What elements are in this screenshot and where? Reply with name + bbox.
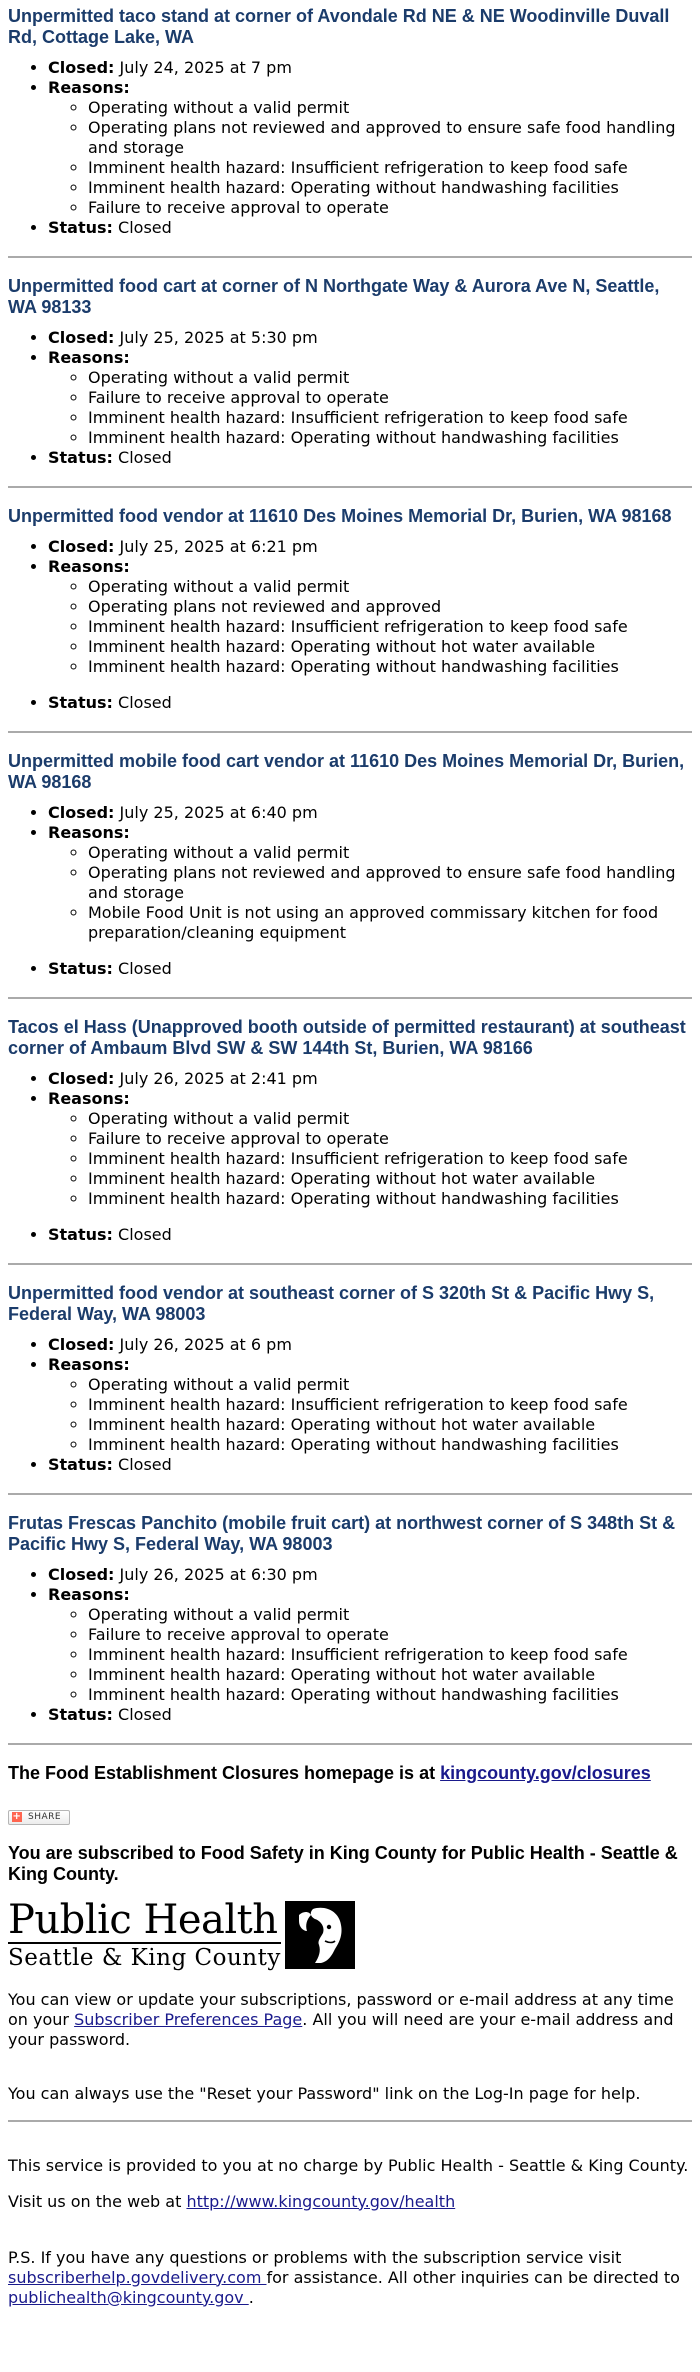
status-label: Status: [48,448,113,467]
reason: ◦ Operating without a valid permit [88,98,692,118]
closure-entry [8,506,692,713]
reason: ◦ Imminent health hazard: Insufficient refrigeration to keep food safe [88,1395,692,1415]
closures-list [8,6,692,1745]
plus-icon: + [12,1811,22,1822]
subscription-notice: You are subscribed to Food Safety in King County for Public Health - Seattle & King County. [8,1842,678,1884]
closure-title: Unpermitted food vendor at 11610 Des Moines Memorial Dr, Burien, WA 98168 [8,506,672,526]
reasons-item [48,348,692,448]
reasons-list [48,577,692,677]
section-divider [8,1493,692,1495]
reason: ◦ Failure to receive approval to operate [88,1129,692,1149]
closed-item [48,1069,692,1089]
reasons-label: Reasons: [48,823,130,842]
closed-date: July 25, 2025 at 6:40 pm [119,803,318,822]
closed-label: Closed: [48,803,115,822]
logo-line-2: Seattle & King County [8,1944,281,1971]
ps-text-middle: for assistance. All other inquiries can be directed to [266,2267,680,2287]
status-value: Closed [118,1705,172,1724]
status-item [48,218,692,238]
reason: ◦ Operating without a valid permit [88,1605,692,1625]
closure-details [8,328,692,468]
status-item [48,1705,692,1725]
reason: ◦ Operating without a valid permit [88,843,692,863]
portrait-icon [285,1901,355,1969]
reason: ◦ Imminent health hazard: Insufficient refrigeration to keep food safe [88,1645,692,1665]
ps-text-after: . [248,2287,254,2307]
kingcounty-health-link[interactable]: http://www.kingcounty.gov/health [186,2191,456,2211]
closed-item [48,537,692,557]
reason: ◦ Operating without a valid permit [88,368,692,388]
reason: ◦ Mobile Food Unit is not using an approved commissary kitchen for food preparation/cleaning equipment [88,903,692,943]
reason: ◦ Imminent health hazard: Operating without handwashing facilities [88,1685,692,1705]
closed-label: Closed: [48,328,115,347]
closure-details [8,1565,692,1725]
reasons-item [48,1355,692,1455]
status-item [48,693,692,713]
reasons-list [48,843,692,943]
reason: ◦ Imminent health hazard: Insufficient refrigeration to keep food safe [88,617,692,637]
closed-item [48,803,692,823]
section-divider [8,997,692,999]
status-item [48,959,692,979]
closure-entry [8,751,692,979]
homepage-text: The Food Establishment Closures homepage is at [8,1763,441,1783]
status-value: Closed [118,693,172,712]
reasons-list [48,1605,692,1705]
reason: ◦ Imminent health hazard: Operating without handwashing facilities [88,428,692,448]
closed-label: Closed: [48,58,115,77]
reason: ◦ Imminent health hazard: Operating without hot water available [88,1169,692,1189]
reason: ◦ Failure to receive approval to operate [88,198,692,218]
closed-date: July 25, 2025 at 6:21 pm [119,537,318,556]
closed-date: July 26, 2025 at 6:30 pm [119,1565,318,1584]
status-item [48,1455,692,1475]
reasons-item [48,823,692,943]
reason: ◦ Imminent health hazard: Operating without hot water available [88,1415,692,1435]
reasons-item [48,1585,692,1705]
reasons-label: Reasons: [48,557,130,576]
visit-paragraph [8,2192,692,2212]
reason: ◦ Imminent health hazard: Operating without handwashing facilities [88,178,692,198]
closure-entry [8,1513,692,1725]
reason: ◦ Operating plans not reviewed and approved [88,597,692,617]
reason: ◦ Imminent health hazard: Operating without handwashing facilities [88,1189,692,1209]
closed-item [48,1335,692,1355]
reason: ◦ Imminent health hazard: Operating without hot water available [88,637,692,657]
closure-details [8,1335,692,1475]
reasons-label: Reasons: [48,1585,130,1604]
closure-details [8,58,692,238]
subscriberhelp-link[interactable]: subscriberhelp.govdelivery.com [8,2267,267,2287]
reason: ◦ Imminent health hazard: Operating without handwashing facilities [88,657,692,677]
preferences-paragraph [8,1990,692,2050]
status-value: Closed [118,1455,172,1474]
footer-divider [8,2120,692,2122]
closure-details [8,537,692,713]
prefs-text: You can view or update your subscriptions, password or e-mail address at any time on your [8,1989,674,2029]
closure-entry [8,1283,692,1475]
status-item [48,1225,692,1245]
reason: ◦ Imminent health hazard: Insufficient refrigeration to keep food safe [88,408,692,428]
reasons-label: Reasons: [48,78,130,97]
closure-title: Unpermitted food cart at corner of N Northgate Way & Aurora Ave N, Seattle, WA 98133 [8,276,660,317]
closed-date: July 26, 2025 at 6 pm [119,1335,292,1354]
reasons-list [48,1109,692,1209]
status-label: Status: [48,1225,113,1244]
reasons-item [48,1089,692,1209]
reasons-item [48,557,692,677]
status-value: Closed [118,1225,172,1244]
reason: ◦ Operating plans not reviewed and approved to ensure safe food handling and storage [88,118,692,158]
closure-details [8,1069,692,1245]
closed-label: Closed: [48,537,115,556]
closed-label: Closed: [48,1565,115,1584]
section-divider [8,1263,692,1265]
closure-entry [8,276,692,468]
closed-item [48,1565,692,1585]
reason: ◦ Operating without a valid permit [88,1109,692,1129]
closure-title: Unpermitted taco stand at corner of Avondale Rd NE & NE Woodinville Duvall Rd, Cottage Lake, WA [8,6,670,47]
closed-item [48,328,692,348]
publichealth-email-link[interactable]: publichealth@kingcounty.gov [8,2287,249,2307]
section-divider [8,256,692,258]
service-paragraph: This service is provided to you at no charge by Public Health - Seattle & King County. [8,2155,689,2175]
section-divider [8,1743,692,1745]
share-button[interactable] [8,1810,70,1825]
reason: ◦ Imminent health hazard: Operating without hot water available [88,1665,692,1685]
reason: ◦ Operating without a valid permit [88,1375,692,1395]
closure-title: Tacos el Hass (Unapproved booth outside of permitted restaurant) at southeast corner of Ambaum Blvd SW & SW 144th St, Burien, WA 98166 [8,1017,686,1058]
reasons-list [48,368,692,448]
closures-homepage-link[interactable]: kingcounty.gov/closures [440,1763,651,1783]
reasons-label: Reasons: [48,1355,130,1374]
subscriber-preferences-link[interactable]: Subscriber Preferences Page [74,2009,303,2029]
closed-label: Closed: [48,1335,115,1354]
ps-paragraph [8,2248,692,2308]
status-value: Closed [118,959,172,978]
status-label: Status: [48,218,113,237]
reasons-label: Reasons: [48,1089,130,1108]
closure-details [8,803,692,979]
prefs-text-after: . All you will need are your e-mail address and your password. [8,2009,674,2049]
section-divider [8,486,692,488]
closed-date: July 26, 2025 at 2:41 pm [119,1069,318,1088]
status-label: Status: [48,1455,113,1474]
closed-date: July 25, 2025 at 5:30 pm [119,328,318,347]
reason: ◦ Failure to receive approval to operate [88,388,692,408]
reasons-list [48,98,692,218]
closure-title: Unpermitted food vendor at southeast corner of S 320th St & Pacific Hwy S, Federal Way, WA 98003 [8,1283,655,1324]
status-label: Status: [48,693,113,712]
status-item [48,448,692,468]
public-health-logo [8,1896,692,1972]
closure-title: Frutas Frescas Panchito (mobile fruit cart) at northwest corner of S 348th St & Pacific Hwy S, Federal Way, WA 98003 [8,1513,676,1554]
closure-entry [8,6,692,238]
reason: ◦ Operating plans not reviewed and approved to ensure safe food handling and storage [88,863,692,903]
reason: ◦ Imminent health hazard: Insufficient refrigeration to keep food safe [88,1149,692,1169]
share-label: SHARE [28,1812,62,1822]
ps-text: P.S. If you have any questions or problems with the subscription service visit [8,2247,622,2267]
logo-line-1: Public Health [8,1899,281,1944]
reasons-list [48,1375,692,1455]
status-value: Closed [118,448,172,467]
closure-title: Unpermitted mobile food cart vendor at 11610 Des Moines Memorial Dr, Burien, WA 98168 [8,751,685,792]
reason: ◦ Imminent health hazard: Insufficient refrigeration to keep food safe [88,158,692,178]
closed-date: July 24, 2025 at 7 pm [119,58,292,77]
reason: ◦ Failure to receive approval to operate [88,1625,692,1645]
homepage-line [8,1763,692,1784]
status-label: Status: [48,959,113,978]
closed-item [48,58,692,78]
section-divider [8,731,692,733]
reset-password-paragraph: You can always use the "Reset your Password" link on the Log-In page for help. [8,2083,641,2103]
status-label: Status: [48,1705,113,1724]
reasons-item [48,78,692,218]
closure-entry [8,1017,692,1245]
reason: ◦ Imminent health hazard: Operating without handwashing facilities [88,1435,692,1455]
closed-label: Closed: [48,1069,115,1088]
reason: ◦ Operating without a valid permit [88,577,692,597]
visit-text: Visit us on the web at [8,2191,187,2211]
status-value: Closed [118,218,172,237]
reasons-label: Reasons: [48,348,130,367]
